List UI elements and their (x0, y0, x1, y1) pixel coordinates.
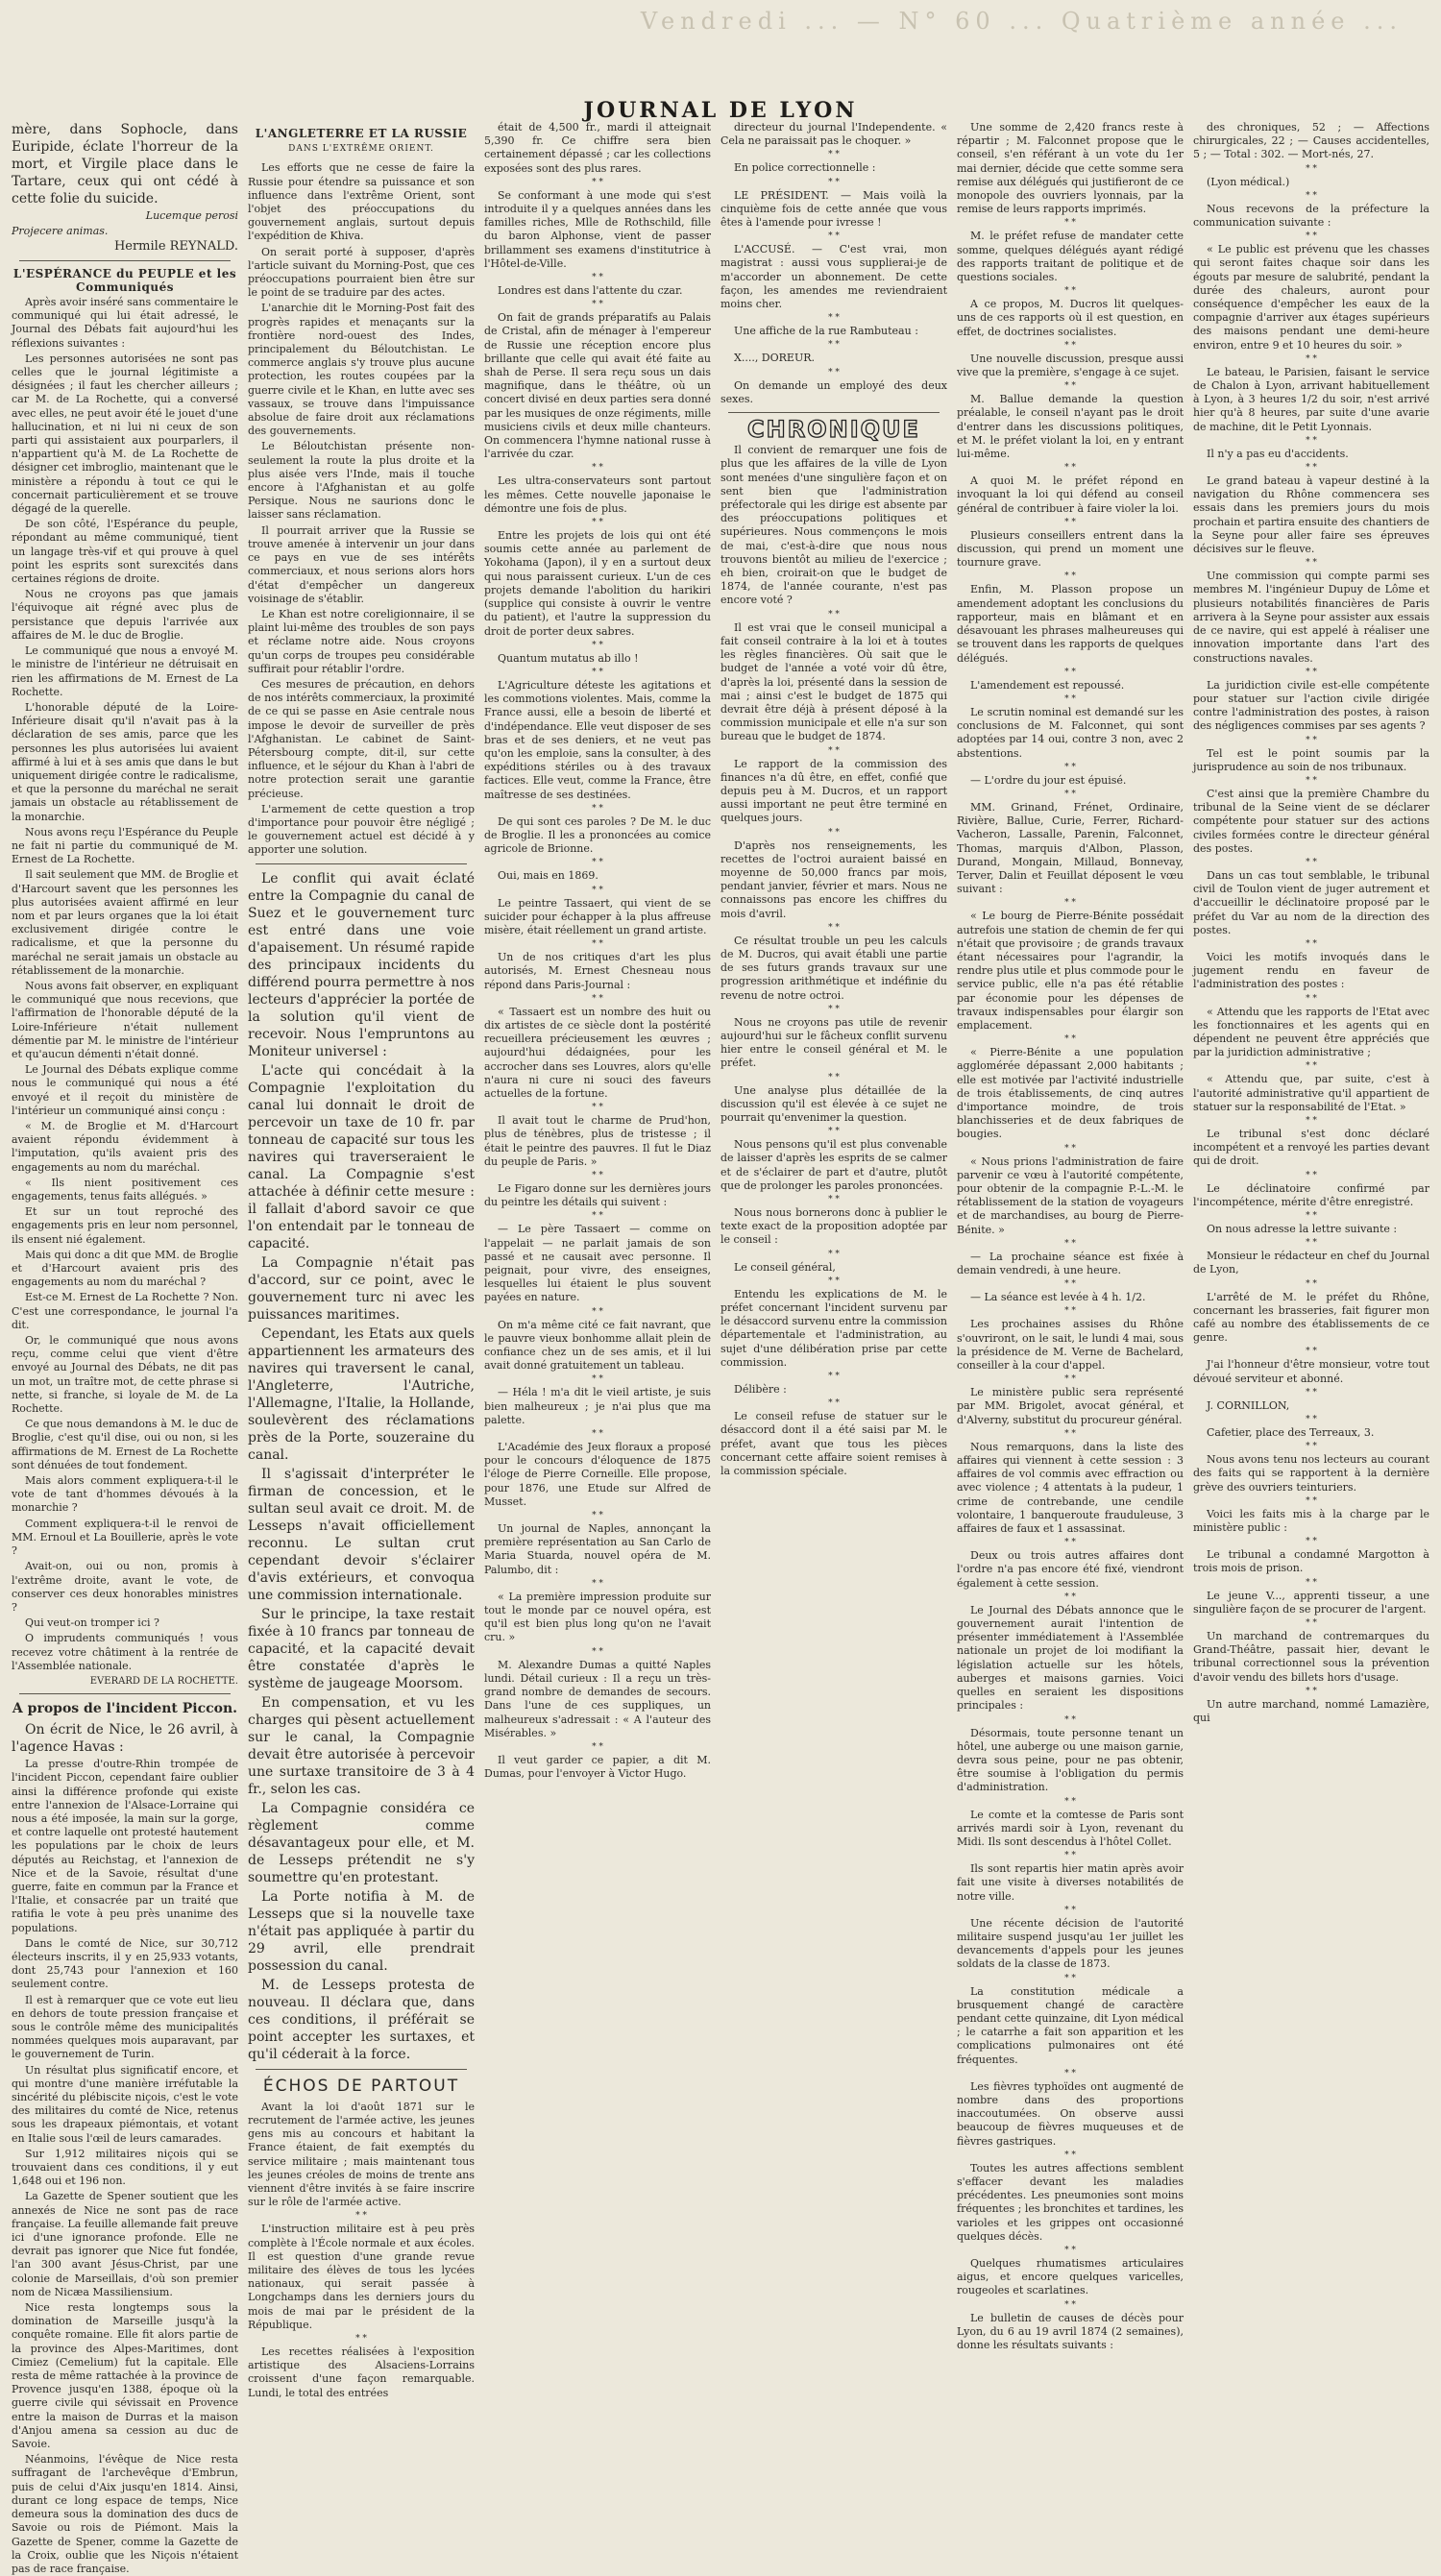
paragraph: Le conseil général, (734, 1260, 836, 1274)
paragraph: L'Académie des Jeux floraux a proposé pour le concours d'éloquence de 1875 l'éloge de Pierre Corneille. Elle propose, pour 1876, une Etude sur Alfred de Musset. (484, 1441, 711, 1508)
separator-stars: * * (592, 803, 603, 814)
paragraph: Le Journal des Débats annonce que le gouvernement aurait l'intention de présenter immédiatement à l'Assemblée nationale un projet de loi modifiant la législation actuelle sur les hôtels, auberges et maisons garnies. Voici quelles en seraient les dispositions principales : (957, 1603, 1184, 1713)
paragraph: M. Alexandre Dumas a quitté Naples lundi. Détail curieux : Il a reçu un très-grand nombre de demandes de secours. Dans l'une de ces suppliques, un malheureux s'adressait : « A l'auteur des Misérables. » (484, 1658, 711, 1739)
paragraph: Le Khan est notre coreligionnaire, il se plaint lui-même des troubles de son pays et réclame notre aide. Nous croyons qu'un corps de troupes peu considérable suffirait pour rétablir l'ordre. (248, 607, 475, 675)
separator-stars: * * (1064, 2299, 1076, 2310)
paragraph: Un marchand de contremarques du Grand-Théâtre, passait hier, devant le tribunal correctionnel sous la prévention d'avoir vendu des billets hors d'usage. (1193, 1630, 1429, 1684)
paragraph: Le conflit qui avait éclaté entre la Compagnie du canal de Suez et le gouvernement turc est entré dans une voie d'apaisement. Un résumé rapide des principaux incidents du différend pourra permettre à nos lecteurs d'apprécier la portée de la solution qu'il vient de recevoir. Nous l'empruntons au Moniteur universel : (248, 870, 475, 1059)
separator-stars: * * (592, 518, 603, 528)
paragraph: L'acte qui concédait à la Compagnie l'exploitation du canal lui donnait le droit de percevoir un taxe de 10 fr. par tonneau de capacité sur tous les navires qui traverseraient le canal. La Compagnie s'est attachée à définir cette mesure : il fallait d'abord savoir ce que l'on entendait par le tonneau de capacité. (248, 1062, 475, 1252)
paragraph: Nous avons tenu nos lecteurs au courant des faits qui se rapportent à la dernière grève des ouvriers teinturiers. (1193, 1453, 1429, 1494)
separator-stars: * * (1064, 1796, 1076, 1807)
paragraph: M. de Lesseps protesta de nouveau. Il déclara que, dans ces conditions, il préférait se point accepter les surtaxes, et qu'il céderait à la force. (248, 1977, 475, 2062)
paragraph: Est-ce M. Ernest de La Rochette ? Non. C'est une correspondance, le journal l'a dit. (12, 1291, 238, 1331)
angleterre-title: L'ANGLETERRE ET LA RUSSIE (255, 127, 468, 140)
separator-stars: * * (828, 922, 840, 933)
separator-stars: * * (1064, 789, 1076, 799)
paragraph: Enfin, M. Plasson propose un amendement adoptant les conclusions du rapporteur, mais en blâmant et en désavouant les phrases malheureuses qui se trouvent dans les rapports de quelques délégués. (957, 583, 1184, 665)
echos-continued (484, 121, 711, 1781)
esperance-signature: EVERARD DE LA ROCHETTE. (89, 1675, 238, 1687)
paragraph: De son côté, l'Espérance du peuple, répondant au même communiqué, tient un langage très-vif et qui prouve à quel point les esprits sont surexcités dans certaines régions de droite. (12, 518, 238, 586)
paragraph: De qui sont ces paroles ? De M. le duc de Broglie. Il les a prononcées au comice agricole de Brionne. (484, 814, 711, 856)
separator-stars: * * (1306, 1415, 1317, 1425)
separator-stars: * * (1306, 1618, 1317, 1629)
paragraph: « Pierre-Bénite a une population agglomérée dépassant 2,000 habitants ; elle est motivée par l'activité industrielle de trois établissements, de cinq autres d'importance moindre, de trois blanchisseries et de deux fabriques de bougies. (957, 1046, 1184, 1141)
divider (19, 1693, 231, 1694)
paragraph: — Héla ! m'a dit le vieil artiste, je suis bien malheureux ; je n'ai plus que ma palette. (484, 1386, 711, 1426)
paragraph: Le jeune V..., apprenti tisseur, a une singulière façon de se procurer de l'argent. (1193, 1589, 1429, 1616)
paragraph: « Le bourg de Pierre-Bénite possédait autrefois une station de chemin de fer qui n'était que provisoire ; de grands travaux étant nécessaires pour l'agrandir, la rendre plus utile et plus commode pour le service public, elle n'a pas été rétablie par économie pour les dépenses de travaux indispensables pour élargir son emplacement. (957, 910, 1184, 1032)
separator-stars: * * (592, 667, 603, 677)
paragraph: La Porte notifia à M. de Lesseps que si la nouvelle taxe n'était pas appliquée à partir du 29 avril, elle prendrait possession du canal. (248, 1888, 475, 1974)
paragraph: Nous ne croyons pas que jamais l'équivoque ait régné avec plus de persistance que depuis l'arrivée aux affaires de M. le duc de Broglie. (12, 588, 238, 642)
separator-stars: * * (1064, 463, 1076, 474)
separator-stars: * * (1306, 735, 1317, 745)
divider (256, 2069, 467, 2070)
column-2 (248, 121, 475, 2399)
separator-stars: * * (355, 2211, 367, 2222)
paragraph: En police correctionnelle : (734, 161, 876, 175)
separator-stars: * * (1306, 1115, 1317, 1126)
separator-stars: * * (1064, 667, 1076, 677)
paragraph: L'honorable député de la Loire-Inférieure disait qu'il n'avait pas à la déclaration de ses amis, parce que les personnes les plus autorisées lui avaient affirmé à lui et à ses amis que dans le but uniquement dirigée contre le radicalisme, et que la personne du maréchal ne serait jamais un obstacle au rétablissement de la monarchie. (12, 700, 238, 823)
separator-stars: * * (1064, 1851, 1076, 1861)
separator-stars: * * (1306, 435, 1317, 446)
paragraph: Cependant, les Etats aux quels appartiennent les armateurs des navires qui traversent le canal, l'Angleterre, l'Autriche, l'Allemagne, l'Italie, la Hollande, soulevèrent des réclamations près de la Porte, souzeraine du canal. (248, 1325, 475, 1463)
column-1 (12, 121, 238, 2575)
separator-stars: * * (1064, 381, 1076, 392)
paragraph: J. CORNILLON, (1207, 1398, 1290, 1412)
separator-stars: * * (1064, 2150, 1076, 2160)
poem-epigraph: Lucemque perosi (145, 209, 238, 222)
paragraph: M. Ballue demande la question préalable, le conseil n'ayant pas le droit d'entrer dans les discussions politiques, et M. le préfet violant la loi, en y entrant lui-même. (957, 393, 1184, 461)
paragraph: Le bateau, le Parisien, faisant le service de Chalon à Lyon, arrivant habituellement à Lyon, à 3 heures 1/2 du soir, n'est arrivé hier qu'à 8 heures, par suite d'une avarie de machine, dit le Petit Lyonnais. (1193, 365, 1429, 433)
paragraph: Un autre marchand, nommé Lamazière, qui (1193, 1697, 1429, 1725)
separator-stars: * * (1064, 1306, 1076, 1317)
paragraph: Dans le comté de Nice, sur 30,712 électeurs inscrits, il y en 25,933 votants, dont 25,743 pour l'annexion et 160 seulement contre. (12, 1936, 238, 1991)
separator-stars: * * (592, 885, 603, 895)
separator-stars: * * (1064, 286, 1076, 297)
paragraph: (Lyon médical.) (1207, 175, 1290, 188)
paragraph: Nous avons reçu l'Espérance du Peuple ne fait ni partie du communiqué de M. Ernest de La Rochette. (12, 825, 238, 866)
paragraph: Toutes les autres affections semblent s'effacer devant les maladies précédentes. Les pneumonies sont moins fréquentes ; les bronchites et tardines, les varioles et les grippes ont occasionné quelques décès. (957, 2161, 1184, 2243)
separator-stars: * * (1064, 218, 1076, 229)
paragraph: Deux ou trois autres affaires dont l'ordre n'a pas encore été fixé, viendront également à cette session. (957, 1549, 1184, 1590)
chronique-title: CHRONIQUE (747, 416, 920, 444)
paragraph: Comment expliquera-t-il le renvoi de MM. Ernoul et La Bouillerie, après le vote ? (12, 1517, 238, 1558)
paragraph: Le bulletin de causes de décès pour Lyon, du 6 au 19 avril 1874 (2 semaines), donne les résultats suivants : (957, 2311, 1184, 2352)
paragraph: En compensation, et vu les charges qui pèsent actuellement sur le canal, la Compagnie devait être autorisée à percevoir une surtaxe transitoire de 3 à 4 fr., selon les cas. (248, 1694, 475, 1797)
paragraph: Nous recevons de la préfecture la communication suivante : (1193, 202, 1429, 230)
angleterre-subtitle: DANS L'EXTRÊME ORIENT. (288, 144, 434, 155)
separator-stars: * * (1064, 1905, 1076, 1915)
separator-stars: * * (1306, 558, 1317, 569)
separator-stars: * * (1064, 1279, 1076, 1290)
paragraph: Monsieur le rédacteur en chef du Journal de Lyon, (1193, 1250, 1429, 1276)
separator-stars: * * (1306, 1387, 1317, 1397)
separator-stars: * * (1064, 1538, 1076, 1548)
separator-stars: * * (828, 177, 840, 187)
separator-stars: * * (828, 745, 840, 756)
separator-stars: * * (828, 340, 840, 351)
separator-stars: * * (1064, 2246, 1076, 2255)
paragraph: Le Figaro donne sur les dernières jours du peintre les détails qui suivent : (484, 1182, 711, 1209)
paragraph: On demande un employé des deux sexes. (720, 378, 947, 405)
separator-stars: * * (1306, 190, 1317, 201)
paragraph: Or, le communiqué que nous avons reçu, comme celui que vient d'être envoyé au Journal des Débats, ne dit pas un mot, un traître mot, de cette phrase si nette, si franche, si loyale de M. de La Rochette. (12, 1334, 238, 1416)
paragraph: Nous remarquons, dans la liste des affaires qui viennent à cette session : 3 affaires de vol commis avec effraction ou avec violence ; 4 attentats à la pudeur, 1 crime de contrebande, une cendile volontaire, 1 banqueroute frauduleuse, 3 affaires de faux et 1 assassinat. (957, 1440, 1184, 1536)
local-news (1193, 121, 1429, 1725)
paragraph: Il avait tout le charme de Prud'hon, plus de ténèbres, plus de tristesse ; il était le peintre des pauvres. Il fut le Diaz du peuple de Paris. » (484, 1114, 711, 1168)
piccon-title: A propos de l'incident Piccon. (12, 1700, 238, 1716)
paragraph: Mais alors comment expliquera-t-il le vote de tant d'hommes dévoués à la monarchie ? (12, 1474, 238, 1515)
separator-stars: * * (1064, 693, 1076, 704)
paragraph: Londres est dans l'attente du czar. (498, 284, 683, 298)
separator-stars: * * (592, 1171, 603, 1180)
chronique-article (720, 444, 947, 1478)
paragraph: Qui veut-on tromper ici ? (25, 1616, 159, 1630)
paragraph: Ce que nous demandons à M. le duc de Broglie, c'est qu'il dise, oui ou non, si les affirmations de M. Ernest de La Rochette sont dénuées de tout fondement. (12, 1418, 238, 1471)
separator-stars: * * (1064, 1592, 1076, 1602)
separator-stars: * * (1306, 667, 1317, 677)
paragraph: Sur le principe, la taxe restait fixée à 10 francs par tonneau de capacité, et la capacité devait être constatée d'après le système de jaugeage Moorsom. (248, 1606, 475, 1691)
paragraph: Délibère : (734, 1383, 787, 1397)
paragraph: D'après nos renseignements, les recettes de l'octroi auraient baissé en moyenne de 50,000 francs par mois, pendant janvier, février et mars. Nous ne connaissons pas encore les chiffres du mois d'avril. (720, 838, 947, 920)
separator-stars: * * (592, 858, 603, 868)
separator-stars: * * (1306, 1442, 1317, 1452)
chronique-continued (957, 121, 1184, 2352)
paragraph: Tel est le point soumis par la jurisprudence au soin de nos tribunaux. (1193, 746, 1429, 773)
paragraph: M. le préfet refuse de mandater cette somme, quelques délégués ayant rédigé des rapports traitant de politique et de questions sociales. (957, 230, 1184, 284)
paragraph: Le Journal des Débats explique comme nous le communiqué qui nous a été envoyé et il reçoit du ministère de l'intérieur un communiqué ainsi conçu : (12, 1063, 238, 1117)
paragraph: Le conseil refuse de statuer sur le désaccord dont il a été saisi par M. le préfet, avant que tous les pièces concernant cette affaire soient remises à la commission spéciale. (720, 1410, 947, 1478)
paragraph: Quelques rhumatismes articulaires aigus, et encore quelques varicelles, rougeoles et scarlatines. (957, 2257, 1184, 2297)
paragraph: « Le public est prévenu que les chasses qui seront faites chaque soir dans les égouts par mesure de salubrité, pendant la durée des chaleurs, auront pour conséquence d'empêcher les eaux de la compagnie d'arriver aux étages supérieurs des maisons pendant une demi-heure environ, entre 9 et 10 heures du soir. » (1193, 243, 1429, 352)
column-6 (1193, 121, 1429, 2066)
poem-tail: mère, dans Sophocle, dans Euripide, éclate l'horreur de la mort, et Virgile place dans le Tartare, ceux qui ont cédé à cette folie du suicide. (12, 122, 238, 207)
paragraph: Entendu les explications de M. le préfet concernant l'incident survenu par le désaccord survenu entre la commission départementale et l'administration, au sujet d'une délibération prise par cette commission. (720, 1287, 947, 1369)
paragraph: La Compagnie n'était pas d'accord, sur ce point, avec le gouvernement turc ni avec les puissances maritimes. (248, 1254, 475, 1323)
paragraph: Nous ne croyons pas utile de revenir aujourd'hui sur le fâcheux conflit survenu hier entre le conseil général et M. le préfet. (720, 1015, 947, 1070)
paragraph: Voici les motifs invoqués dans le jugement rendu en faveur de l'administration des postes : (1193, 950, 1429, 991)
paragraph: Un journal de Naples, annonçant la première représentation au San Carlo de Maria Stuarda, nouvel opéra de M. Palumbo, dit : (484, 1522, 711, 1576)
separator-stars: * * (1306, 1211, 1317, 1221)
column-5 (957, 121, 1184, 2352)
paragraph: Quantum mutatus ab illo ! (498, 651, 639, 665)
masthead: JOURNAL DE LYON (583, 98, 858, 123)
esperance-title: L'ESPÉRANCE du PEUPLE et les Communiqués (12, 266, 237, 294)
paragraph: O imprudents communiqués ! vous recevez votre châtiment à la rentrée de l'Assemblée nationale. (12, 1632, 238, 1672)
separator-stars: * * (1306, 857, 1317, 867)
paragraph: Ils sont repartis hier matin après avoir fait une visite à diverses notabilités de notre ville. (957, 1862, 1184, 1903)
paragraph: Le ministère public sera représenté par MM. Brigolet, avocat général, et d'Alverny, substitut du procureur général. (957, 1386, 1184, 1426)
paragraph: La presse d'outre-Rhin trompée de l'incident Piccon, cependant faire oublier ainsi la différence profonde qui existe entre l'annexion de l'Alsace-Lorraine qui nous a été imposée, la main sur la gorge, et contre laquelle ont protesté hautement les populations par le choix de leurs députés au Reichstag, et l'annexion de Nice et de la Savoie, résultat d'une guerre, faite en commun par la France et l'Italie, et consacrée par un traité que ratifia le vote à peu près unanime des populations. (12, 1758, 238, 1934)
separator-stars: * * (828, 367, 840, 377)
separator-stars: * * (1306, 1170, 1317, 1180)
separator-stars: * * (1064, 517, 1076, 527)
paragraph: « Attendu que les rapports de l'Etat avec les fonctionnaires et les agents qui en dépendent ne peuvent être appréciés que par la juridiction administrative ; (1193, 1005, 1429, 1059)
separator-stars: * * (828, 1127, 840, 1137)
paragraph: Il est vrai que le conseil municipal a fait conseil contraire à la loi et à toutes les règles financières. Où sait que le budget de l'année a voté voir dû être, d'après la loi, présenté dans la session de mai ; ainsi c'est le budget de 1875 qui devrait être déjà à présent déposé à la commission municipale et elle n'a sur son bureau que le budget de 1874. (720, 620, 947, 743)
separator-stars: * * (828, 1276, 840, 1286)
separator-stars: * * (1306, 938, 1317, 949)
paragraph: On m'a même cité ce fait navrant, que le pauvre vieux bonhomme allait plein de confiance chez un de ses amis, et il lui avait donné gratuitement un tableau. (484, 1318, 711, 1373)
paragraph: — La prochaine séance est fixée à demain vendredi, à une heure. (957, 1250, 1184, 1277)
separator-stars: * * (828, 1372, 840, 1382)
paragraph: Le grand bateau à vapeur destiné à la navigation du Rhône commencera ses essais dans les premiers jours du mois prochain et partira ensuite des chantiers de la Seyne pour aller faire ses épreuves décisives sur le fleuve. (1193, 474, 1429, 556)
separator-stars: * * (1064, 1374, 1076, 1385)
separator-stars: * * (592, 177, 603, 187)
paragraph: L'arrêté de M. le préfet du Rhône, concernant les brasseries, fait figurer mon café au nombre des établissements de ce genre. (1193, 1290, 1429, 1345)
separator-stars: * * (1306, 1686, 1317, 1696)
poem-epigraph-2: Projecere animas. (12, 225, 109, 238)
paragraph: « Nous prions l'administration de faire parvenir ce vœu à l'autorité compétente, pour obtenir de la compagnie P.-L.-M. le rétablissement de la station de voyageurs et de marchandises, au bourg de Pierre-Bénite. » (957, 1154, 1184, 1236)
separator-stars: * * (592, 463, 603, 474)
separator-stars: * * (828, 1249, 840, 1259)
paragraph: Les ultra-conservateurs sont partout les mêmes. Cette nouvelle japonaise le démontre une fois de plus. (484, 474, 711, 515)
paragraph: Il veut garder ce papier, a dit M. Dumas, pour l'envoyer à Victor Hugo. (484, 1753, 711, 1781)
paragraph: La constitution médicale a brusquement changé de caractère pendant cette quinzaine, dit Lyon médical ; le catarrhe a fait son apparition et les complications pulmonaires ont été fréquentes. (957, 1984, 1184, 2066)
paragraph: L'amendement est repoussé. (970, 678, 1125, 692)
paragraph: Une somme de 2,420 francs reste à répartir ; M. Falconnet propose que le conseil, s'en référant à un vote du 1er mai dernier, décide que cette somme sera remise aux délégués qui justifieront de ce monopole des ouvriers lyonnais, par la remise de leurs rapports imprimés. (957, 121, 1184, 216)
separator-stars: * * (1306, 1061, 1317, 1072)
paragraph: — Le père Tassaert — comme on l'appelait — ne parlait jamais de son passé et ne causait avec personne. Il peignait, pour vivre, des enseignes, lesquelles lui étaient le plus souvent payées en nature. (484, 1223, 711, 1304)
separator-stars: * * (1306, 163, 1317, 174)
paragraph: Un de nos critiques d'art les plus autorisés, M. Ernest Chesneau nous répond dans Paris-Journal : (484, 951, 711, 991)
divider (728, 412, 940, 413)
paragraph: Désormais, toute personne tenant un hôtel, une auberge ou une maison garnie, devra sous peine, pour ne pas obtenir, être soumise à l'obligation du permis d'administration. (957, 1726, 1184, 1794)
paragraph: Le peintre Tassaert, qui vient de se suicider pour échapper à la plus affreuse misère, était réellement un grand artiste. (484, 896, 711, 936)
separator-stars: * * (828, 1398, 840, 1409)
paragraph: « Attendu que, par suite, c'est à l'autorité administrative qu'il appartient de statuer sur la responsabilité de l'Etat. » (1193, 1073, 1429, 1113)
paragraph: Ces mesures de précaution, en dehors de nos intérêts commerciaux, la proximité de ce qui se passe en Asie centrale nous impose le devoir de surveiller de près l'Afghanistan. Le cabinet de Saint-Pétersbourg compte, dit-il, sur cette influence, et le séjour du Khan à l'abri de notre protection serait une garantie précieuse. (248, 677, 475, 800)
separator-stars: * * (828, 1004, 840, 1014)
separator-stars: * * (1064, 571, 1076, 582)
paragraph: Nice resta longtemps sous la domination de Marseille jusqu'à la conquête romaine. Elle fit alors partie de la province des Alpes-Maritimes, dont Cimiez (Cemelium) fut la capitale. Elle resta de même rattachée à la province de Provence jusqu'en 1388, époque où la guerre civile qui sévissait en Provence entre la maison de Durras et la maison d'Anjou amena sa cession au duc de Savoie. (12, 2301, 238, 2451)
paragraph: « La première impression produite sur tout le monde par ce nouvel opéra, est qu'il est bien plus long qu'on ne l'avait cru. » (484, 1590, 711, 1644)
paragraph: L'armement de cette question a trop d'importance pour pouvoir être négligé ; le gouvernement actuel est décidé à y apporter une solution. (248, 802, 475, 857)
separator-stars: * * (1064, 1143, 1076, 1154)
paragraph: Avait-on, oui ou non, promis à l'extrême droite, avant le vote, de conserver ces deux honorables ministres ? (12, 1560, 238, 1614)
separator-stars: * * (592, 1741, 603, 1752)
separator-stars: * * (828, 150, 840, 160)
paragraph: « Ils nient positivement ces engagements, tenus faits allégués. » (12, 1176, 238, 1203)
paragraph: Nous pensons qu'il est plus convenable de laisser d'après les esprits de se calmer et de s'éclairer de part et d'autre, plutôt que de prolonger les paroles prononcées. (720, 1138, 947, 1192)
echos-article (248, 2101, 475, 2400)
paragraph: Et sur un tout reproché des engagements pris en leur nom personnel, ils ensent nié également. (12, 1205, 238, 1246)
paragraph: Le rapport de la commission des finances n'a dû être, en effet, confié que depuis peu à M. Ducros, et un rapport aussi important ne peut être terminé en quelques jours. (720, 757, 947, 825)
separator-stars: * * (1306, 231, 1317, 242)
separator-stars: * * (1064, 2068, 1076, 2078)
separator-stars: * * (1306, 1495, 1317, 1506)
paragraph: Voici les faits mis à la charge par le ministère public : (1193, 1507, 1429, 1535)
piccon-lead: On écrit de Nice, le 26 avril, à l'agence Havas : (12, 1722, 238, 1756)
paragraph: MM. Grinand, Frénet, Ordinaire, Rivière, Ballue, Curie, Ferrer, Richard-Vacheron, Lassalle, Parenin, Falconnet, Thomas, marquis d'Albon, Plasson, Durand, Mongain, Millaud, Bonnevay, Terver, Dalin et Feuillat déposent le vœu suivant : (957, 800, 1184, 896)
paragraph: Le scrutin nominal est demandé sur les conclusions de M. Falconnet, qui sont adoptées par 14 oui, contre 3 non, avec 2 abstentions. (957, 705, 1184, 760)
separator-stars: * * (592, 1578, 603, 1589)
paragraph: Une analyse plus détaillée de la discussion qu'il est élevée à ce sujet ne pourrait qu'envenimer la question. (720, 1083, 947, 1124)
paragraph: Les prochaines assises du Rhône s'ouvriront, on le sait, le lundi 4 mai, sous la présidence de M. Verne de Bachelard, conseiller à la cour d'appel. (957, 1318, 1184, 1373)
paragraph: Le comte et la comtesse de Paris sont arrivés mardi soir à Lyon, revenant du Midi. Ils sont descendus à l'hôtel Collet. (957, 1808, 1184, 1848)
separator-stars: * * (592, 939, 603, 950)
paragraph: Néanmoins, l'évêque de Nice resta suffragant de l'archevêque d'Embrun, puis de celui d'Aix jusqu'en 1814. Ainsi, durant ce long espace de temps, Nice demeura sous la domination des ducs de Savoie ou rois de Piémont. Mais la Gazette de Spener, comme la Gazette de la Croix, oublie que les Niçois n'étaient pas de race française. (12, 2453, 238, 2575)
separator-stars: * * (828, 827, 840, 838)
paragraph: J'ai l'honneur d'être monsieur, votre tout dévoué serviteur et abonné. (1193, 1358, 1429, 1385)
misc-items (720, 121, 947, 406)
paragraph: Une nouvelle discussion, presque aussi vive que la première, s'engage à ce sujet. (957, 352, 1184, 379)
paragraph: On serait porté à supposer, d'après l'article suivant du Morning-Post, que ces préoccupations pourraient bien être sur le point de se traduire par des actes. (248, 245, 475, 300)
piccon-article (12, 1758, 238, 2576)
separator-stars: * * (828, 1195, 840, 1204)
separator-stars: * * (592, 1306, 603, 1317)
paragraph: Il est à remarquer que ce vote eut lieu en dehors de toute pression française et sous le contrôle même des municipalités nommées quelques mois auparavant, par le gouvernement de Turin. (12, 1993, 238, 2061)
paragraph: Il s'agissait d'interpréter le firman de concession, et le sultan seul avait ce droit. M. de Lesseps n'avait officiellement reconnu. Le sultan crut cependant devoir s'éclairer d'avis extérieurs, et convoqua une commission internationale. (248, 1466, 475, 1603)
paragraph: X...., DOREUR. (734, 352, 816, 365)
paragraph: était de 4,500 fr., mardi il atteignait 5,390 fr. Ce chiffre sera bien certainement dépassé ; car les collections exposées sont des plus rares. (484, 121, 711, 175)
paragraph: LE PRÉSIDENT. — Mais voilà la cinquième fois de cette année que vous êtes à l'amende pour ivresse ! (720, 188, 947, 230)
paragraph: — La séance est levée à 4 h. 1/2. (970, 1291, 1146, 1304)
paragraph: Il convient de remarquer une fois de plus que les affaires de la ville de Lyon sont menées d'une singulière façon et on sent bien que l'administration préfectorale qui les dirige est absente par des préoccupations politiques et supérieures. Nous commençons le mois de mai, c'est-à-dire que nous nous trouvons bientôt au milieu de l'exercice ; eh bien, croirait-on que le budget de 1874, de l'année courante, n'est pas encore voté ? (720, 444, 947, 607)
paragraph: Un résultat plus significatif encore, et qui montre d'une manière irréfutable la sincérité du plébiscite niçois, c'est le vote des militaires du comté de Nice, retenus sous les drapeaux piémontais, et votant en Italie sous l'œil de leurs camarades. (12, 2063, 238, 2145)
paragraph: Dans un cas tout semblable, le tribunal civil de Toulon vient de juger autrement et d'accueillir le déclinatoire proposé par le préfet du Var au nom de la direction des postes. (1193, 868, 1429, 936)
paragraph: Le Béloutchistan présente non-seulement la route la plus droite et la plus aisée vers l'Inde, mais il touche encore à l'Afghanistan et au golfe Persique. Nous ne saurions donc le laisser sans réclamation. (248, 440, 475, 522)
separator-stars: * * (1306, 463, 1317, 474)
angleterre-article (248, 161, 475, 857)
paragraph: des chroniques, 52 ; — Affections chirurgicales, 22 ; — Causes accidentelles, 5 ; — Total : 302. — Mort-nés, 27. (1193, 121, 1429, 161)
separator-stars: * * (592, 1211, 603, 1222)
paragraph: La juridiction civile est-elle compétente pour statuer sur l'action civile dirigée contre l'administration des postes, à raison des négligences commises par ses agents ? (1193, 678, 1429, 733)
paragraph: L'Agriculture déteste les agitations et les commotions violentes. Mais, comme la France aussi, elle a besoin de liberté et d'indépendance. Elle veut disposer de ses bras et de ses deniers, et ne veut pas qu'on les emploie, sans la consulter, à des expéditions stériles ou à des travaux factices. Elle veut, comme la France, être maîtresse de ses destinées. (484, 678, 711, 801)
separator-stars: * * (1064, 1714, 1076, 1725)
paragraph: L'instruction militaire est à peu près complète à l'École normale et aux écoles. Il est question d'une grande revue militaire des élèves de tous les lycées nationaux, qui serait passée à Longchamps dans les derniers jours du mois de mai par le président de la République. (248, 2223, 475, 2331)
separator-stars: * * (1064, 1428, 1076, 1439)
separator-stars: * * (1306, 1238, 1317, 1249)
paragraph: On nous adresse la lettre suivante : (1207, 1223, 1398, 1235)
separator-stars: * * (1064, 1973, 1076, 1983)
separator-stars: * * (828, 1072, 840, 1082)
separator-stars: * * (828, 313, 840, 324)
paragraph: Il sait seulement que MM. de Broglie et d'Harcourt savent que les personnes les plus autorisées avaient affirmé en leur nom et par leurs organes que la loi était exclusivement dirigée contre le radicalisme, et que la personne du maréchal ne serait jamais un obstacle au rétablissement de la monarchie. (12, 868, 238, 977)
separator-stars: * * (592, 1429, 603, 1440)
separator-stars: * * (592, 640, 603, 650)
separator-stars: * * (592, 1646, 603, 1657)
esperance-article (12, 296, 238, 1673)
faint-header: Vendredi ... — N° 60 ... Quatrième année ... (640, 8, 1403, 35)
separator-stars: * * (1306, 775, 1317, 786)
paragraph: Se conformant à une mode qui s'est introduite il y a quelques années dans les familles riches, Mlle de Rothschild, fille du baron Alphonse, vient de passer brillamment ses examens d'institutrice à l'Hôtel-de-Ville. (484, 188, 711, 270)
paragraph: Mais qui donc a dit que MM. de Broglie et d'Harcourt avaient pris des engagements au nom du maréchal ? (12, 1248, 238, 1289)
paragraph: Le tribunal s'est donc déclaré incompétent et a renvoyé les parties devant qui de droit. (1193, 1127, 1429, 1168)
paragraph: Le tribunal a condamné Margotton à trois mois de prison. (1193, 1548, 1429, 1575)
separator-stars: * * (1306, 1577, 1317, 1588)
paragraph: directeur du journal l'Independente. « Cela ne paraissait pas le choquer. » (720, 121, 947, 148)
paragraph: Une affiche de la rue Rambuteau : (734, 325, 918, 338)
separator-stars: * * (1306, 1537, 1317, 1547)
paragraph: Une commission qui compte parmi ses membres M. l'ingénieur Dupuy de Lôme et plusieurs notabilités financières de Paris arrivera à la Seyne pour assister aux essais de ce navire, qui est appelé à réaliser une innovation importante dans l'art des constructions navales. (1193, 570, 1429, 665)
paragraph: Le communiqué que nous a envoyé M. le ministre de l'intérieur ne détruisait en rien les affirmations de M. Ernest de La Rochette. (12, 644, 238, 698)
separator-stars: * * (355, 2334, 367, 2345)
paragraph: On fait de grands préparatifs au Palais de Cristal, afin de ménager à l'empereur de Russie une réception encore plus brillante que celle qui avait été faite au shah de Perse. Il sera reçu sous un dais magnifique, dans le théâtre, où un concert divisé en deux parties sera donné par les musiques de onze régiments, mille musiciens civils et deux mille chanteurs. On commencera l'hymne national russe à l'arrivée du czar. (484, 311, 711, 461)
paragraph: Sur 1,912 militaires niçois qui se trouvaient dans ces conditions, il y eut 1,648 oui et 196 non. (12, 2147, 238, 2188)
paragraph: Il n'y a pas eu d'accidents. (1207, 447, 1349, 460)
paragraph: La Compagnie considéra ce règlement comme désavantageux pour elle, et M. de Lesseps prétendit ne s'y soumettre qu'en protestant. (248, 1800, 475, 1885)
separator-stars: * * (1306, 993, 1317, 1004)
paragraph: L'anarchie dit le Morning-Post fait des progrès rapides et menaçants sur la frontière nord-ouest des Indes, principalement du Béloutchistan. Le commerce anglais s'y trouve plus aucune protection, les routes coupées par la guerre civile et le Khan, en lutte avec ses vassaux, se trouve dans l'impuissance absolue de faire droit aux réclamations des gouvernements. (248, 302, 475, 438)
separator-stars: * * (592, 1374, 603, 1385)
separator-stars: * * (592, 1511, 603, 1521)
paragraph: A quoi M. le préfet répond en invoquant la loi qui défend au conseil général de contribuer à faire violer la loi. (957, 474, 1184, 515)
separator-stars: * * (1064, 898, 1076, 909)
paragraph: Les fièvres typhoïdes ont augmenté de nombre dans des proportions inaccoutumées. On observe aussi beaucoup de fièvres muqueuses et de fièvres gastriques. (957, 2079, 1184, 2148)
paragraph: « Tassaert est un nombre des huit ou dix artistes de ce siècle dont la postérité recueillera précieusement les œuvres ; aujourd'hui dédaignées, pour les accrocher dans ses Louvres, alors qu'elle n'aura ni cure ni souci des faveurs actuelles de la fortune. (484, 1005, 711, 1100)
separator-stars: * * (1064, 1034, 1076, 1045)
separator-stars: * * (1064, 340, 1076, 351)
paragraph: Après avoir inséré sans commentaire le communiqué qui lui était adressé, le Journal des Débats fait aujourd'hui les réflexions suivantes : (12, 296, 238, 350)
paragraph: Nous avons fait observer, en expliquant le communiqué que nous recevions, que l'affirmation de l'honorable député de la Loire-Inférieure n'était nullement démentie par M. le ministre de l'intérieur et qu'aucun démenti n'était donné. (12, 979, 238, 1060)
poem-signature: Hermile REYNALD. (113, 239, 238, 255)
separator-stars: * * (828, 609, 840, 620)
paragraph: Les recettes réalisées à l'exposition artistique des Alsaciens-Lorrains croissent d'une façon remarquable. Lundi, le total des entrées (248, 2345, 475, 2399)
separator-stars: * * (1306, 1347, 1317, 1357)
paragraph: A ce propos, M. Ducros lit quelques-uns de ces rapports où il est question, en effet, de doctrines socialistes. (957, 298, 1184, 338)
paragraph: Cafetier, place des Terreaux, 3. (1207, 1426, 1375, 1440)
paragraph: Plusieurs conseillers entrent dans la discussion, qui prend un moment une tournure grave. (957, 528, 1184, 570)
echos-title: ÉCHOS DE PARTOUT (262, 2076, 460, 2096)
paragraph: L'ACCUSÉ. — C'est vrai, mon magistrat : aussi vous supplierai-je de m'accorder un abonnement. De cette façon, les amendes me reviendraient moins cher. (720, 243, 947, 311)
paragraph: Une récente décision de l'autorité militaire suspend jusqu'au 1er juillet les devancements d'appels pour les jeunes soldats de la classe de 1873. (957, 1916, 1184, 1971)
paragraph: Le déclinatoire confirmé par l'incompétence, mérite d'être enregistré. (1193, 1181, 1429, 1208)
divider (256, 863, 467, 864)
paragraph: Les personnes autorisées ne sont pas celles que le journal légitimiste a désignées ; il faut les chercher ailleurs ; car M. de La Rochette, qui a conversé avec elles, ne peut avoir été le jouet d'une hallucination, et ni lui ni ceux de son parti qui assistaient aux pourparlers, il n'appartient qu'à M. de La Rochette de désigner cet imbroglio, maintenant que le ministère a répondu à tout ce qui le concernait particulièrement et se trouve dégagé de la querelle. (12, 352, 238, 516)
separator-stars: * * (828, 231, 840, 242)
paragraph: Il pourrait arriver que la Russie se trouve amenée à intervenir un jour dans ce pays en vue de ses intérêts commerciaux, et nous serions alors hors d'état d'empêcher un dangereux voisinage de s'établir. (248, 523, 475, 605)
separator-stars: * * (1064, 1238, 1076, 1249)
paragraph: Les efforts que ne cesse de faire la Russie pour étendre sa puissance et son influence dans l'extrême Orient, sont l'objet des préoccupations du gouvernement anglais, surtout depuis l'expédition de Khiva. (248, 161, 475, 243)
separator-stars: * * (592, 273, 603, 283)
conflit-article (248, 870, 475, 2063)
column-3 (484, 121, 711, 2066)
column-4 (720, 121, 947, 2066)
separator-stars: * * (1306, 353, 1317, 364)
paragraph: Nous nous bornerons donc à publier le texte exact de la proposition adoptée par le conseil : (720, 1206, 947, 1247)
paragraph: — L'ordre du jour est épuisé. (970, 773, 1127, 787)
separator-stars: * * (592, 1103, 603, 1113)
paragraph: Avant la loi d'août 1871 sur le recrutement de l'armée active, les jeunes gens mis au concours et habitant la France étaient, de fait exemptés du service militaire ; mais maintenant tous les jeunes créoles de moins de trente ans viennent d'être invités à se faire inscrire sur le rôle de l'armée active. (248, 2100, 475, 2209)
paragraph: Oui, mais en 1869. (498, 869, 598, 883)
paragraph: Ce résultat trouble un peu les calculs de M. Ducros, qui avait établi une partie de ses futurs grands travaux sur une progression arithmétique et indéfinie du revenu de notre octroi. (720, 934, 947, 1002)
paragraph: C'est ainsi que la première Chambre du tribunal de la Seine vient de se déclarer compétente pour statuer sur des actions civiles formées contre le directeur général des postes. (1193, 787, 1429, 855)
separator-stars: * * (1306, 1278, 1317, 1289)
separator-stars: * * (592, 993, 603, 1004)
paragraph: « M. de Broglie et M. d'Harcourt avaient répondu évidemment à l'imputation, qu'ils avaient pris des engagements au nom du maréchal. (12, 1120, 238, 1174)
separator-stars: * * (592, 300, 603, 310)
separator-stars: * * (1064, 762, 1076, 772)
paragraph: Entre les projets de lois qui ont été soumis cette année au parlement de Yokohama (Japon), il y en a surtout deux qui nous paraissent curieux. L'un de ces projets demande l'abolition du harikiri (supplice qui consiste à ouvrir le ventre du patient), et l'autre la suppression du droit de porter deux sabres. (484, 529, 711, 638)
divider (19, 260, 231, 261)
paragraph: La Gazette de Spener soutient que les annexés de Nice ne sont pas de race française. La feuille allemande fait preuve ici d'une ignorance profonde. Elle ne devrait pas ignorer que Nice fut fondée, l'an 300 avant Jésus-Christ, par une colonie de Marseillais, d'où son premier nom de Nicæa Massiliensium. (12, 2190, 238, 2298)
